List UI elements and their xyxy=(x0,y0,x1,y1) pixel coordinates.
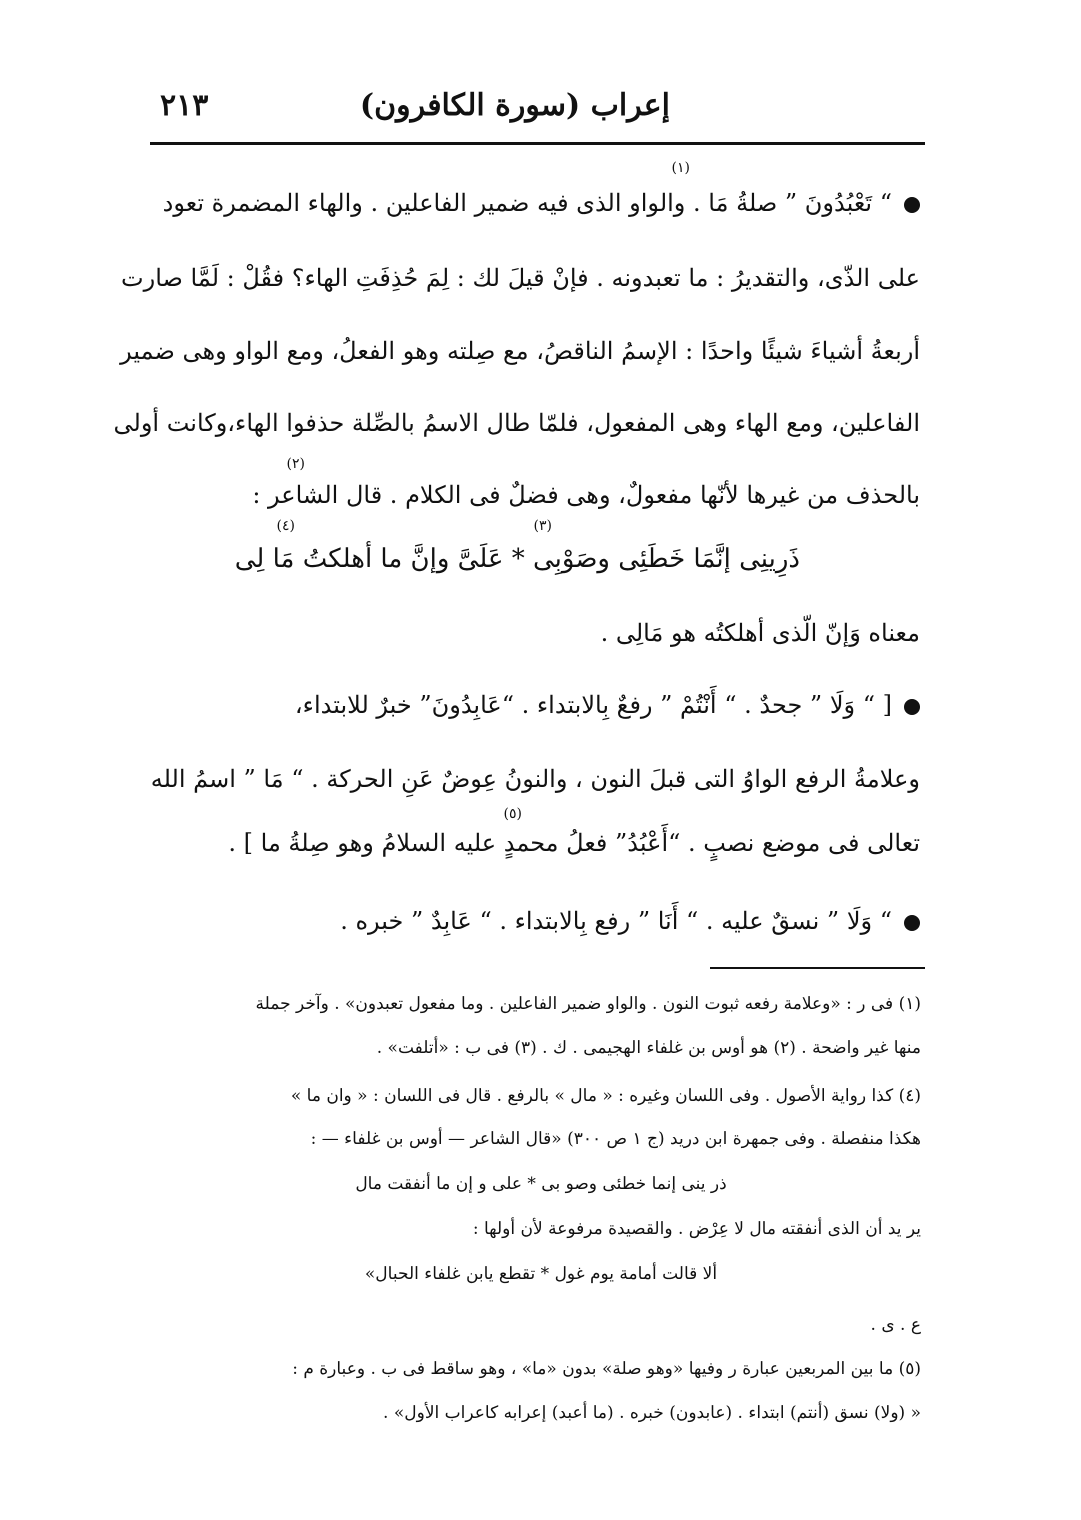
body-line-4: الفاعلين، ومع الهاء وهى المفعول، فلمّا طال الاسمُ بالصِّلة حذفوا الهاء،وكانت أولى xyxy=(113,409,920,437)
body-line-3: أربعةُ أشياءَ شيئًا واحدًا : الإسمُ الناقصُ، مع صِلته وهو الفعلُ، ومع الواو وهى ضمير xyxy=(120,337,920,365)
footnote-ref-4: (٤) xyxy=(276,518,295,534)
footnote-line-6: (٥) ما بين المربعين عبارة ر وفيها «وهو صلة» بدون «ما» ، وهو ساقط فى ب . وعبارة م : xyxy=(292,1359,921,1379)
body-line-1: “ تَعْبُدُونَ ” صلةُ مَا . والواو الذى فيه ضمير الفاعلين . والهاء المضمرة تعود xyxy=(175,188,920,218)
footnote-ref-2: (٢) xyxy=(286,456,305,472)
para3-line: “ وَلَا ” نسقٌ عليه . “ أَنَا ” رفع بِالابتداء . “ عَابِدٌ ” خبره . xyxy=(175,906,920,936)
footnote-separator xyxy=(710,967,925,969)
footnote-line-5: ير يد أن الذى أنفقته مال لا عِرْض . والقصيدة مرفوعة لأن أولها : xyxy=(472,1219,921,1239)
footnote-line-1: (١) فى ر : «وعلامة رفعه ثبوت النون . والواو ضمير الفاعلين . وما مفعول تعبدون» . وآخر جملة xyxy=(255,994,921,1014)
header-rule xyxy=(150,142,925,145)
page-header xyxy=(150,82,920,138)
footnote-line-7: « (ولا) نسق (أنتم) ابتداء . (عابدون) خبره . (ما أعبد) إعرابه كاعراب الأول» . xyxy=(383,1403,921,1423)
bullet-icon xyxy=(904,197,920,213)
body-line-2: على الذّى، والتقديرُ : ما تعبدونه . فإنْ قيلَ لك : لِمَ حُذِفَتِ الهاء؟ فقُلْ : لَمَّا صارت xyxy=(121,264,920,292)
bullet-icon xyxy=(904,699,920,715)
verse-meaning: معناه وَإنّ الّذى أهلكتُه هو مَالِى . xyxy=(600,619,920,647)
footnote-ref-5: (٥) xyxy=(503,806,522,822)
footnote-line-3: (٤) كذا رواية الأصول . وفى اللسان وغيره : « مال » بالرفع . قال فى اللسان : « وان ما » xyxy=(290,1086,921,1106)
footnote-line-2: منها غير واضحة . (٢) هو أوس بن غلفاء الهجيمى . ك . (٣) فى ب : «أتلفت» . xyxy=(376,1038,921,1058)
para2-line-3: تعالى فى موضع نصبٍ . “أَعْبُدُ” فعلُ محمدٍ عليه السلامُ وهو صِلةُ ما ] . xyxy=(228,829,920,857)
header-title: إعراب (سورة الكافرون) xyxy=(359,88,670,123)
footnote-signature: ع . ى . xyxy=(870,1315,921,1335)
footnote-verse-2: ألا قالت أمامة يوم غول * تقطع يابن غلفاء الحبال» xyxy=(364,1264,718,1284)
footnote-ref-1: (١) xyxy=(671,160,690,176)
footnote-line-4: هكذا منفصلة . وفى جمهرة ابن دريد (ج ١ ص ٣٠٠) «قال الشاعر — أوس بن غلفاء — : xyxy=(310,1129,921,1149)
bullet-icon xyxy=(904,915,920,931)
page-number: ٢١٣ xyxy=(160,88,209,123)
para2-line-1: [ “ وَلَا ” جحدٌ . “ أَنْتُمْ ” رفعٌ بِالابتداء . “عَابِدُونَ” خبرٌ للابتداء، xyxy=(175,690,920,720)
poetry-verse: ذَرِينِى إنَّمَا خَطَئِى وصَوْبِى * عَلَىَّ وإنَّ ما أهلكتُ مَا لِى xyxy=(234,544,800,574)
body-line-5: بالحذف من غيرها لأنّها مفعولٌ، وهى فضلٌ فى الكلام . قال الشاعر : xyxy=(252,481,920,509)
footnote-verse-1: ذر ينى إنما خطئى وصو بى * على و إن ما أنفقت مال xyxy=(355,1174,727,1194)
footnote-ref-3: (٣) xyxy=(533,518,552,534)
para2-line-2: وعلامةُ الرفع الواوُ التى قبلَ النون ، والنونُ عِوضٌ عَنِ الحركة . “ مَا ” اسمُ الله xyxy=(150,765,920,793)
